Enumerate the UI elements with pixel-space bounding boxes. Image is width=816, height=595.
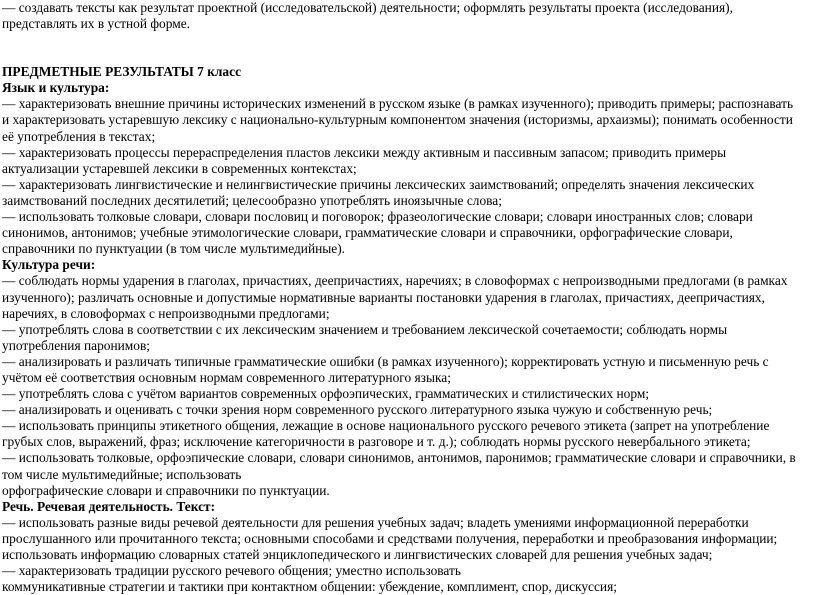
list-item: — характеризовать процессы перераспределения пластов лексики между активным и пассивным запасом; приводить примеры актуализации устаревшей лексики в современных контекстах; (2, 144, 727, 176)
list-item: — употреблять слова в соответствии с их лексическим значением и требованием лексической сочетаемости; соблюдать нормы употребления паронимов; (2, 321, 728, 353)
list-item: — соблюдать нормы ударения в глаголах, причастиях, деепричастиях, наречиях; в словоформах с непроизводными предлогами (в рамках изученного); различать основные и допустимые нормативные варианты постановки ударения в глаголах, причастиях, деепричастиях, наречиях, в словоформах с непроизводными предлогами; (2, 273, 788, 321)
intro-paragraph: — создавать тексты как результат проектной (исследовательской) деятельности; оформлять результаты проекта (исследования), представлять их в устной форме. (2, 0, 733, 32)
list-item: — анализировать и различать типичные грамматические ошибки (в рамках изученного); корректировать устную и письменную речь с учётом её соответствия основным нормам современного литературного языка; (2, 353, 769, 385)
list-item: — употреблять слова с учётом вариантов современных орфоэпических, грамматических и стилистических норм; (2, 386, 650, 402)
list-item: орфографические словари и справочники по пунктуации. (2, 482, 330, 498)
section-speech-culture (2, 257, 798, 498)
section-heading: Речь. Речевая деятельность. Текст: (2, 498, 216, 514)
list-item: — характеризовать внешние причины исторических изменений в русском языке (в рамках изученного); приводить примеры; распознавать и характеризовать устаревшую лексику с национально-культурным компонентом значения (историзмы, архаизмы); понимать особенности её употребления в текстах; (2, 96, 794, 144)
list-item: — использовать разные виды речевой деятельности для решения учебных задач; владеть умениями информационной переработки прослушанного или прочитанного текста; основными способами и средствами получения, переработки и преобразования информации; использовать информацию словарных статей энциклопедического и лингвистических словарей для решения учебных задач; (2, 514, 778, 562)
list-item: — использовать принципы этикетного общения, лежащие в основе национального русского речевого этикета (запрет на употребление грубых слов, выражений, фраз; исключение категоричности в разговоре и т. д.); соблюдать нормы русского невербального этикета; (2, 418, 770, 450)
section-language-culture (2, 80, 798, 257)
section-speech-activity (2, 499, 798, 595)
section-heading: Культура речи: (2, 257, 96, 273)
list-item: — использовать толковые словари, словари пословиц и поговорок; фразеологические словари; словари иностранных слов; словари синонимов, антонимов; учебные этимологические словари, грамматические словари и справочники, орфографические словари, справочники по пунктуации (в том числе мультимедийные). (2, 209, 753, 257)
list-item: — использовать толковые, орфоэпические словари, словари синонимов, антонимов, паронимов; грамматические словари и справочники, в том числе мультимедийные; использовать (2, 450, 796, 482)
list-item: — характеризовать лингвистические и нелингвистические причины лексических заимствований; определять значения лексических заимствований последних десятилетий; целесообразно употреблять иноязычные слова; (2, 176, 755, 208)
section-heading: Язык и культура: (2, 80, 110, 96)
section-title: ПРЕДМЕТНЫЕ РЕЗУЛЬТАТЫ 7 класс (2, 64, 242, 80)
list-item: коммуникативные стратегии и тактики при контактном общении: убеждение, комплимент, спор, дискуссия; (2, 579, 617, 595)
list-item: — характеризовать традиции русского речевого общения; уместно использовать (2, 563, 461, 579)
list-item: — анализировать и оценивать с точки зрения норм современного русского литературного языка чужую и собственную речь; (2, 402, 713, 418)
